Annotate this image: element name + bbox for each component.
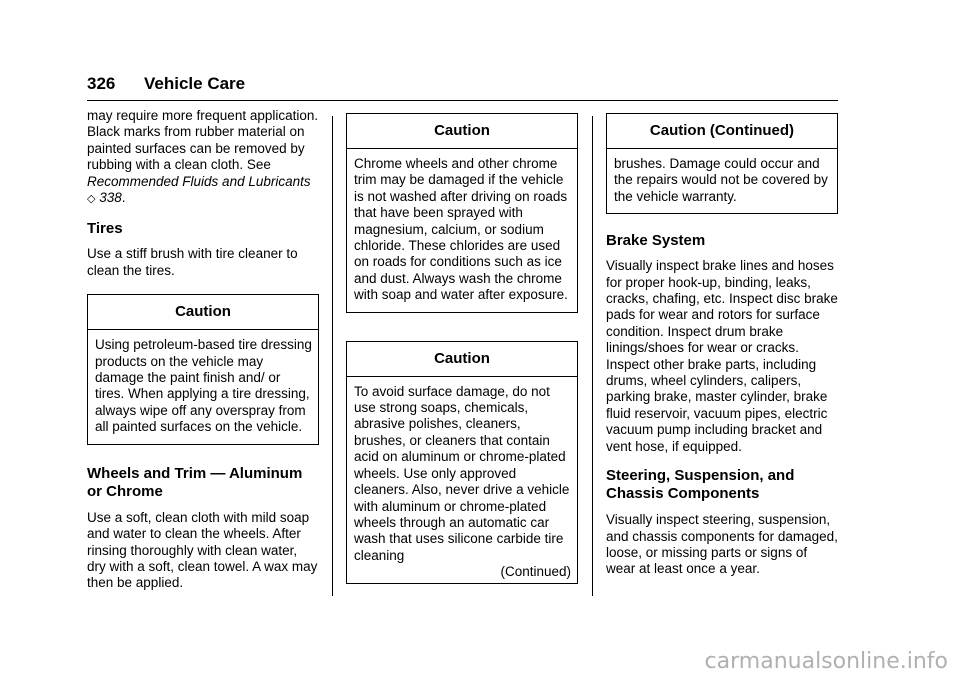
caution-box-4 <box>606 113 838 214</box>
xref-link[interactable]: Recommended Fluids and Lubricants <box>87 173 311 189</box>
caution-text: Chrome wheels and other chrome trim may be damaged if the vehicle is not washed after driving on roads that have been sprayed with magnesium, calcium, or sodium chloride. These chlorides are used on roads for conditions such as ice and dust. Always wash the chrome with soap and water after exposure. <box>354 156 568 303</box>
brake-heading: Brake System <box>606 232 706 250</box>
caution-box-2 <box>346 113 578 313</box>
continued-label: (Continued) <box>500 564 571 580</box>
tires-heading: Tires <box>87 220 123 238</box>
caution-title: Caution <box>347 342 577 377</box>
intro-paragraph: may require more frequent application. Black marks from rubber material on painted surfaces can be removed by rubbing with a clean cloth. See Recommended Fluids and Lubricants ◇ 338. <box>87 108 319 206</box>
caution-text: brushes. Damage could occur and the repairs would not be covered by the vehicle warranty. <box>614 156 828 204</box>
xref-page[interactable]: 338 <box>99 190 122 206</box>
caution-text: To avoid surface damage, do not use strong soaps, chemicals, abrasive polishes, cleaners, brushes, or cleaners that contain acid on aluminum or chrome-plated wheels. Use only approved cleaners. Also, never drive a vehicle with aluminum or chrome-plated wheels through an automatic car wash that uses silicone carbide tire cleaning (Continued) <box>354 383 571 580</box>
column-divider <box>592 116 593 596</box>
column-2 <box>346 113 578 584</box>
page-header <box>87 72 838 101</box>
column-3 <box>606 113 838 578</box>
caution-box-3 <box>346 341 578 584</box>
section-title: Vehicle Care <box>144 74 246 93</box>
steering-heading: Steering, Suspension, and Chassis Components <box>606 467 795 503</box>
caution-title: Caution <box>88 295 318 330</box>
column-divider <box>332 116 333 596</box>
caution-title: Caution <box>347 114 577 149</box>
wheels-paragraph: Use a soft, clean cloth with mild soap and water to clean the wheels. After rinsing thoroughly with clean water, dry with a soft, clean towel. A wax may then be applied. <box>87 509 318 591</box>
watermark: carmanualsonline.info <box>704 649 948 674</box>
brake-paragraph: Visually inspect brake lines and hoses for proper hook-up, binding, leaks, cracks, chafing, etc. Inspect disc brake pads for wear and rotors for surface condition. Inspect drum brake linings/shoes for wear or cracks. Inspect other brake parts, including drums, wheel cylinders, calipers, parking brake, master cylinder, brake fluid reservoir, vacuum pipes, electric vacuum pump including bracket and vent hose, if equipped. <box>606 258 838 454</box>
page-number: 326 <box>87 74 116 93</box>
caution-box-1 <box>87 294 319 444</box>
caution-title: Caution (Continued) <box>607 114 837 149</box>
wheels-heading: Wheels and Trim — Aluminum or Chrome <box>87 464 303 500</box>
page-ref-icon: ◇ <box>87 193 96 206</box>
tires-paragraph: Use a stiff brush with tire cleaner to clean the tires. <box>87 246 298 278</box>
column-1 <box>87 108 319 592</box>
steering-paragraph: Visually inspect steering, suspension, and chassis components for damaged, loose, or missing parts or signs of wear at least once a year. <box>606 512 838 577</box>
caution-text: Using petroleum-based tire dressing products on the vehicle may damage the paint finish and/ or tires. When applying a tire dressing, always wipe off any overspray from all painted surfaces on the vehicle. <box>95 337 312 435</box>
